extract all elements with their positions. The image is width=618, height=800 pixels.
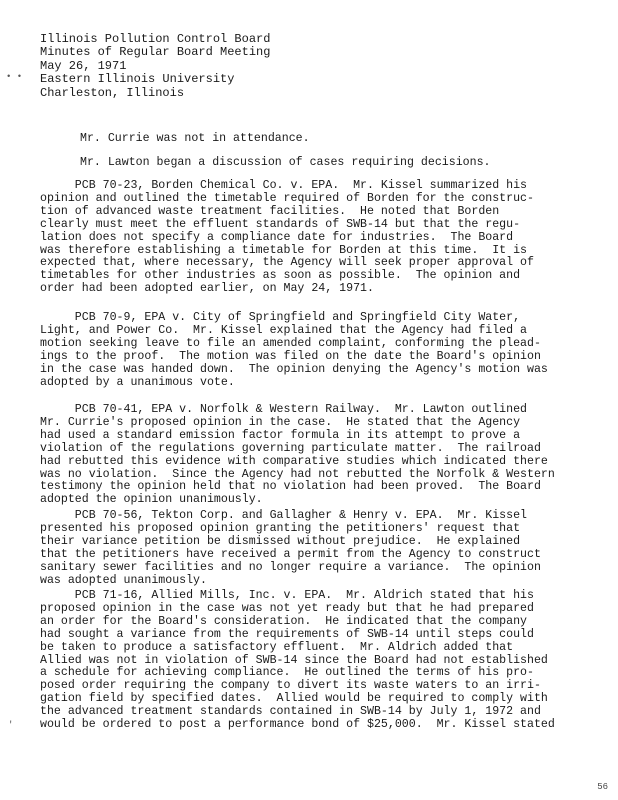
- text-line: PCB 70-9, EPA v. City of Springfield and Springfield City Water,: [40, 311, 521, 324]
- text-line: Allied was not in violation of SWB-14 since the Board had not established: [40, 653, 548, 667]
- paragraph-pcb-70-9: [40, 312, 580, 389]
- text-line: had rebutted this evidence with comparative studies which indicated there: [40, 454, 548, 468]
- text-line: order had been adopted earlier, on May 24, 1971.: [40, 282, 374, 296]
- text-line: proposed opinion in the case was not yet ready but that he had prepared: [40, 601, 534, 615]
- text-line: timetables for other industries as soon as possible. The opinion and: [40, 269, 521, 283]
- text-line: Light, and Power Co. Mr. Kissel explained that the Agency had filed a: [40, 323, 528, 337]
- text-line: testimony the opinion held that no violation had been proved. The Board: [40, 480, 541, 494]
- text-line: ings to the proof. The motion was filed on the date the Board's opinion: [40, 349, 541, 363]
- text-line: PCB 70-23, Borden Chemical Co. v. EPA. Mr. Kissel summarized his: [40, 179, 528, 192]
- text-line: opinion and outlined the timetable required of Borden for the construc-: [40, 191, 534, 205]
- text-line: violation of the regulations governing particulate matter. The railroad: [40, 441, 541, 455]
- paragraph-pcb-71-16: [40, 590, 580, 732]
- text-line: would be ordered to post a performance bond of $25,000. Mr. Kissel stated: [40, 718, 555, 732]
- text-line: motion seeking leave to file an amended complaint, conforming the plead-: [40, 336, 541, 350]
- text-line: posed order requiring the company to divert its waste waters to an irri-: [40, 679, 541, 693]
- text-line: a schedule for achieving compliance. He outlined the terms of his pro-: [40, 666, 534, 680]
- paragraph-pcb-70-23: [40, 180, 580, 296]
- header-board-name: Illinois Pollution Control Board: [40, 32, 271, 46]
- header-meeting-title: Minutes of Regular Board Meeting: [40, 45, 271, 60]
- text-line: presented his proposed opinion granting the petitioners' request that: [40, 521, 521, 535]
- discussion-intro: Mr. Lawton began a discussion of cases requiring decisions.: [80, 156, 491, 169]
- margin-mark: • •: [6, 72, 23, 82]
- text-line: be taken to produce a satisfactory effluent. Mr. Aldrich added that: [40, 640, 514, 654]
- text-line: PCB 70-56, Tekton Corp. and Gallagher & Henry v. EPA. Mr. Kissel: [40, 509, 528, 522]
- paragraph-pcb-70-56: [40, 510, 580, 587]
- text-line: tion of advanced waste treatment facilities. He noted that Borden: [40, 204, 500, 218]
- text-line: PCB 70-41, EPA v. Norfolk & Western Railway. Mr. Lawton outlined: [40, 403, 528, 416]
- page-number: 56: [597, 782, 608, 792]
- text-line: the advanced treatment standards contained in SWB-14 by July 1, 1972 and: [40, 705, 541, 719]
- text-line: expected that, where necessary, the Agency will seek proper approval of: [40, 256, 534, 270]
- text-line: was adopted unanimously.: [40, 573, 207, 587]
- text-line: adopted the opinion unanimously.: [40, 493, 263, 507]
- text-line: gation field by specified dates. Allied would be required to comply with: [40, 692, 548, 706]
- text-line: sanitary sewer facilities and no longer require a variance. The opinion: [40, 560, 541, 574]
- text-line: was no violation. Since the Agency had not rebutted the Norfolk & Western: [40, 467, 555, 481]
- paragraph-pcb-70-41: [40, 404, 580, 507]
- text-line: had sought a variance from the requirements of SWB-14 until steps could: [40, 627, 534, 641]
- text-line: adopted by a unanimous vote.: [40, 375, 235, 389]
- text-line: was therefore establishing a timetable for Borden at this time. It is: [40, 243, 528, 257]
- text-line: their variance petition be dismissed without prejudice. He explained: [40, 534, 521, 548]
- minutes-header: [40, 33, 270, 100]
- header-location: Charleston, Illinois: [40, 85, 185, 100]
- text-line: Mr. Currie's proposed opinion in the case. He stated that the Agency: [40, 415, 521, 429]
- text-line: that the petitioners have received a permit from the Agency to construct: [40, 547, 541, 561]
- text-line: had used a standard emission factor formula in its attempt to prove a: [40, 428, 521, 442]
- header-venue: Eastern Illinois University: [40, 72, 235, 87]
- attendance-note: Mr. Currie was not in attendance.: [80, 132, 310, 145]
- text-line: an order for the Board's consideration. He indicated that the company: [40, 614, 528, 628]
- text-line: in the case was handed down. The opinion denying the Agency's motion was: [40, 362, 548, 376]
- text-line: clearly must meet the effluent standards of SWB-14 but that the regu-: [40, 217, 521, 231]
- text-line: PCB 71-16, Allied Mills, Inc. v. EPA. Mr. Aldrich stated that his: [40, 589, 534, 602]
- margin-mark: ': [8, 720, 14, 730]
- text-line: lation does not specify a compliance date for industries. The Board: [40, 230, 514, 244]
- header-date: May 26, 1971: [40, 58, 127, 73]
